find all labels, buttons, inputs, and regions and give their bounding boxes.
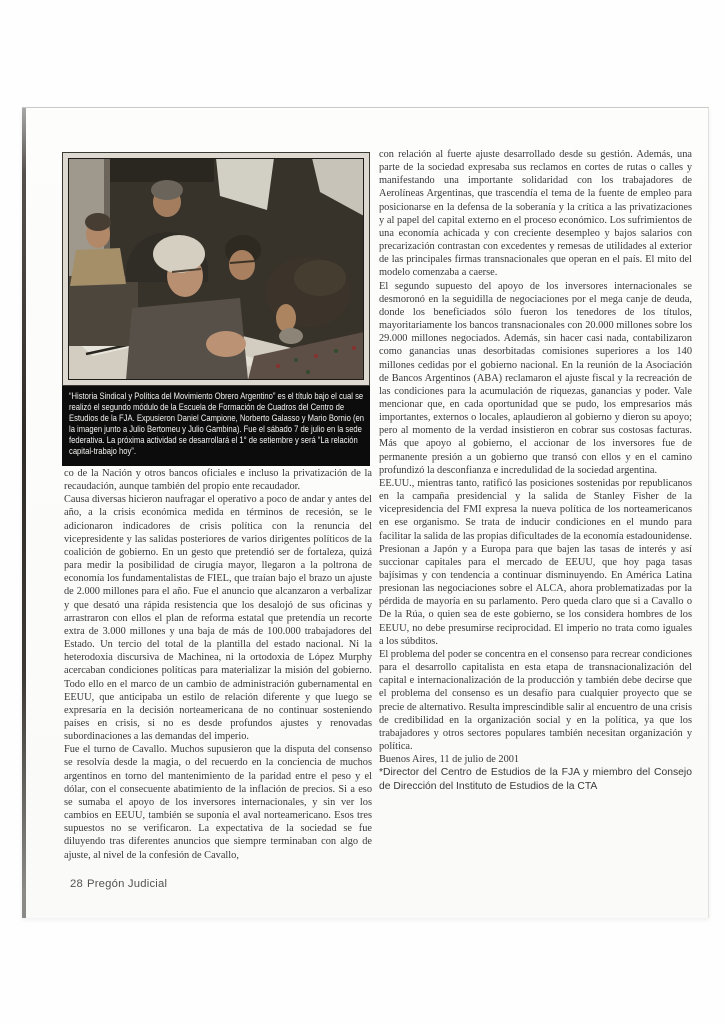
page-spine-shadow — [22, 108, 26, 918]
dateline: Buenos Aires, 11 de julio de 2001 — [379, 754, 520, 766]
right-column — [379, 148, 692, 793]
body-paragraph: El segundo supuesto del apoyo de los inversores internacionales se desmoronó en la seguidilla de negociaciones por el mega canje de deuda, donde los beneficiados sólo fueron los tenedores de los títulos, mayoritariamente los bancos transnacionales con 20.000 millones sobre los 29.000 millones negociados. Además, sin hacer casi nada, contabilizaron como ganancias unas desorbitadas comisiones superiores a los 140 millones cedidas por el gobierno nacional. En la reunión de la Asociación de Bancos Argentinos (ABA) reclamaron el ajuste fiscal y la recreación de las condiciones para la acumulación de riquezas, ganancias y poder. Vale mencionar que, en cada oportunidad que se pudo, los empresarios más importantes, externos o locales, aplaudieron al gobierno y dieron su apoyo; pero al momento de la verdad insistieron en cobrar sus costosas facturas. Más que apoyo al gobierno, el accionar de los inversores fue de permanente presión a un gobierno que transó con ellos y en el camino profundizó la desconfianza e incredulidad de la sociedad argentina. — [379, 280, 692, 476]
body-paragraph: Fue el turno de Cavallo. Muchos supusieron que la disputa del consenso se resolvía desde la magia, o del recuerdo en la conciencia de muchos argentinos en torno del mantenimiento de la paridad entre el peso y el dólar, con el consecuente abatimiento de la inflación de precios. Si a eso se sumaba el apoyo de los inversores internacionales, y sin ver los cambios en EEUU, también se suponía el aval norteamericano. Esos tres supuestos no se verificaron. La expectativa de la sociedad se fue diluyendo tras diferentes anuncios que siempre terminaban con algo de ajuste, al nivel de la confesión de Cavallo, — [64, 744, 372, 861]
body-paragraph: Causa diversas hicieron naufragar el operativo a poco de andar y antes del año, a la crisis económica medida en términos de recesión, se le adicionaron indicadores de crisis política con la renuncia del vicepresidente y las salidas posteriores de varios dirigentes políticos de la coalición de gobierno. En un gesto que pretendió ser de fortaleza, quizá para medir la posibilidad de cirugía mayor, llegaron a la poltrona de economía los fundamentalistas de FIEL, que traían bajo el brazo un ajuste de 2.000 millones para el año. Fue el anuncio que alcanzaron a verbalizar y que desató una rápida resistencia que los desalojó de sus oficinas y arrastraron con ellos el plan de reforma estatal que pretendía un recorte extra de 3.000 millones y una baja de más de 100.000 trabajadores del Estado. Un tercio del total de la plantilla del estado nacional. Ni la heterodoxia discursiva de Machinea, ni la ortodoxia de López Murphy acercaban condiciones políticas para materializar la misión del gobierno. Todo ello en el marco de un cambio de administración gubernamental en EEUU, que anticipaba un estilo de relación diferente y que luego se expresaría en la decisión norteamericana de no continuar sosteniendo países en crisis, si no es desde profundos ajustes y renovadas subordinaciones a las demandas del imperio. — [64, 494, 372, 743]
photo-caption-bar — [62, 386, 370, 466]
body-paragraph: El problema del poder se concentra en el consenso para recrear condiciones para el desarrollo capitalista en esta etapa de transnacionalización del capital e internacionalización de la producción y también debe decirse que el problema del consenso es un desafío para cualquier proyecto que se precie de alternativo. Resulta imprescindible salir al encuentro de una crisis de credibilidad en la organización social y en la política, ya que los trabajadores y otros sectores populares también necesitan organización y política. — [379, 648, 692, 753]
body-paragraph: con relación al fuerte ajuste desarrollado desde su gestión. Además, una parte de la sociedad expresaba sus reclamos en cortes de rutas o calles y manifestando una importante solidaridad con los trabajadores de Aerolíneas Argentinas, que trascendía el tema de la fuente de empleo para posicionarse en la defensa de la soberanía y la crítica a las privatizaciones y al papel del capital externo en el proceso económico. Los sufrimientos de una economía achicada y con creciente desempleo y bajos salarios con precarización contrastan con excedentes y remesas de utilidades al exterior de las principales firmas transnacionales que operan en el país. El mito del modelo comenzaba a caerse. — [379, 149, 692, 279]
magazine-page — [22, 107, 709, 918]
publication-title: Pregón Judicial — [86, 878, 168, 890]
body-paragraph: EE.UU., mientras tanto, ratificó las posiciones sostenidas por republicanos en la campaña presidencial y la salida de Stanley Fisher de la vicepresidencia del FMI expresa la nueva política de los norteamericanos en ese organismo. Se trata de inducir condiciones en el mundo para facilitar la salida de las propias dificultades de la economía estadounidense. Presionan a Japón y a Europa para que bajen las tasas de interés y así succionar capitales para el mercado de EEUU, que hoy paga tasas bajísimas y con tendencia a continuar disminuyendo. En América Latina presionan las negociaciones sobre el ALCA, ahora problematizadas por la pérdida de mayoría en su parlamento. Pero queda claro que si a Cavallo o De la Rúa, o quien sea de este gobierno, se los considera hombres de los EEUU, no debe presumirse reciprocidad. El imperio no trata como iguales a los súbditos. — [379, 477, 692, 647]
page-footer — [70, 878, 171, 890]
body-paragraph: co de la Nación y otros bancos oficiales e incluso la privatización de la recaudación, aunque también del propio ente recaudador. — [64, 468, 372, 493]
photo-figure — [62, 152, 370, 386]
meeting-photo — [68, 158, 364, 380]
left-column — [64, 467, 372, 862]
photo-caption-text: “Historia Sindical y Política del Movimiento Obrero Argentino” es el título bajo el cual se realizó el segundo módulo de la Escuela de Formación de Cuadros del Centro de Estudios de la FJA. Expusieron Daniel Campione, Norberto Galasso y Mario Bornio (en la imagen junto a Julio Bertomeu y Julio Gambina). Fue el sábado 7 de julio en la sede federativa. La próxima actividad se desarrollará el 1° de setiembre y será “La relación capital-trabajo hoy”. — [69, 391, 365, 457]
page-number: 28 — [70, 878, 83, 890]
author-footnote: *Director del Centro de Estudios de la FJA y miembro del Consejo de Dirección del Instituto de Estudios de la CTA — [379, 767, 692, 792]
